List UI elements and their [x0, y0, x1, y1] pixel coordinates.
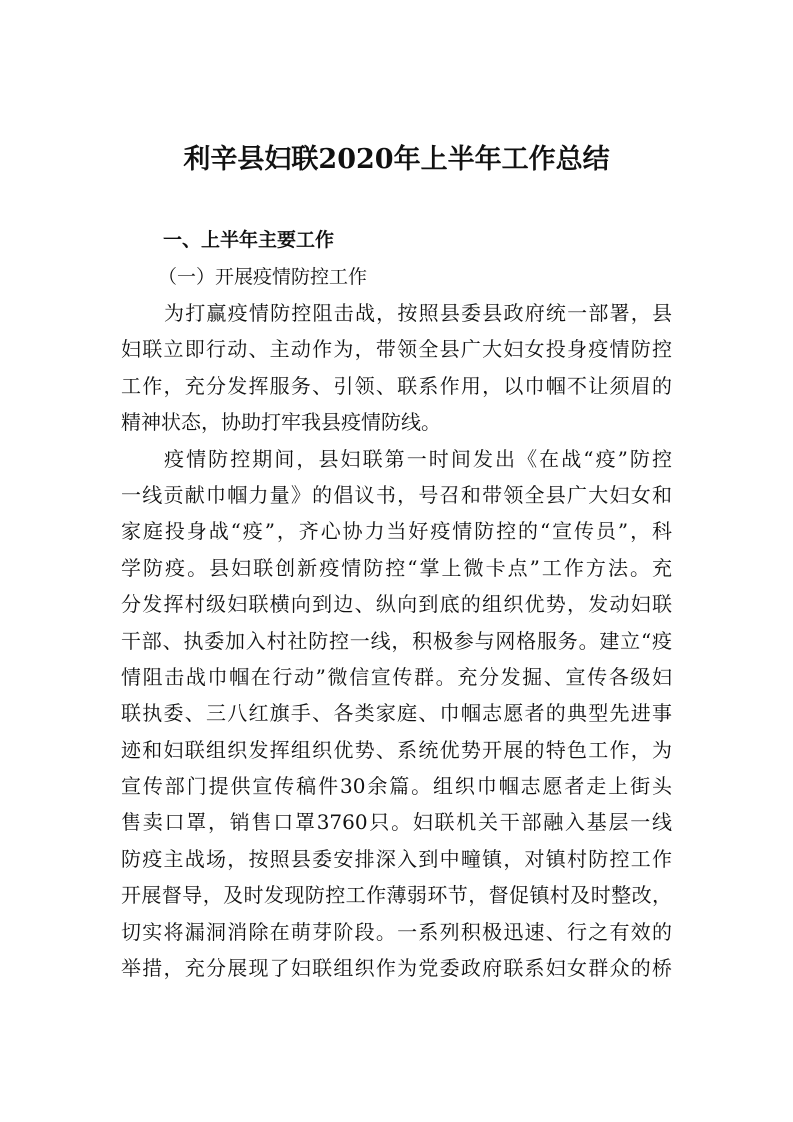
- section-heading: 一、上半年主要工作: [163, 229, 335, 251]
- text-line: 妇联立即行动、主动作为，带领全县广大妇女投身疫情防控: [121, 337, 672, 362]
- text-line: 开展督导，及时发现防控工作薄弱环节，督促镇村及时整改，: [121, 883, 672, 908]
- text-line: 干部、执委加入村社防控一线，积极参与网格服务。建立“疫: [121, 628, 672, 653]
- text-line: 宣传部门提供宣传稿件30余篇。组织巾帼志愿者走上街头: [121, 774, 672, 799]
- text-line: 精神状态，协助打牢我县疫情防线。: [121, 410, 441, 435]
- document-title: 利辛县妇联2020年上半年工作总结: [183, 144, 610, 175]
- text-line: 工作，充分发挥服务、引领、联系作用，以巾帼不让须眉的: [121, 373, 672, 398]
- document-body: [121, 295, 672, 986]
- text-line: 疫情防控期间，县妇联第一时间发出《在战“疫”防控: [164, 446, 672, 471]
- paragraph-1: [121, 295, 672, 441]
- text-line: 迹和妇联组织发挥组织优势、系统优势开展的特色工作，为: [121, 737, 672, 762]
- text-line: 售卖口罩，销售口罩3760只。妇联机关干部融入基层一线: [121, 810, 672, 835]
- text-line: 一线贡献巾帼力量》的倡议书，号召和带领全县广大妇女和: [121, 482, 672, 507]
- text-line: 举措，充分展现了妇联组织作为党委政府联系妇女群众的桥: [121, 956, 672, 981]
- text-line: 切实将漏洞消除在萌芽阶段。一系列积极迅速、行之有效的: [121, 919, 672, 944]
- text-line: 联执委、三八红旗手、各类家庭、巾帼志愿者的典型先进事: [121, 701, 672, 726]
- text-line: 为打赢疫情防控阻击战，按照县委县政府统一部署，县: [164, 301, 672, 325]
- paragraph-2: [121, 441, 672, 987]
- text-line: 情阻击战巾帼在行动”微信宣传群。充分发掘、宣传各级妇: [121, 664, 672, 689]
- subsection-heading: （一）开展疫情防控工作: [158, 266, 368, 288]
- text-line: 学防疫。县妇联创新疫情防控“掌上微卡点”工作方法。充: [121, 555, 672, 580]
- text-line: 分发挥村级妇联横向到边、纵向到底的组织优势，发动妇联: [121, 592, 672, 617]
- text-line: 家庭投身战“疫”，齐心协力当好疫情防控的“宣传员”，科: [121, 519, 672, 544]
- text-line: 防疫主战场，按照县委安排深入到中疃镇，对镇村防控工作: [121, 846, 672, 871]
